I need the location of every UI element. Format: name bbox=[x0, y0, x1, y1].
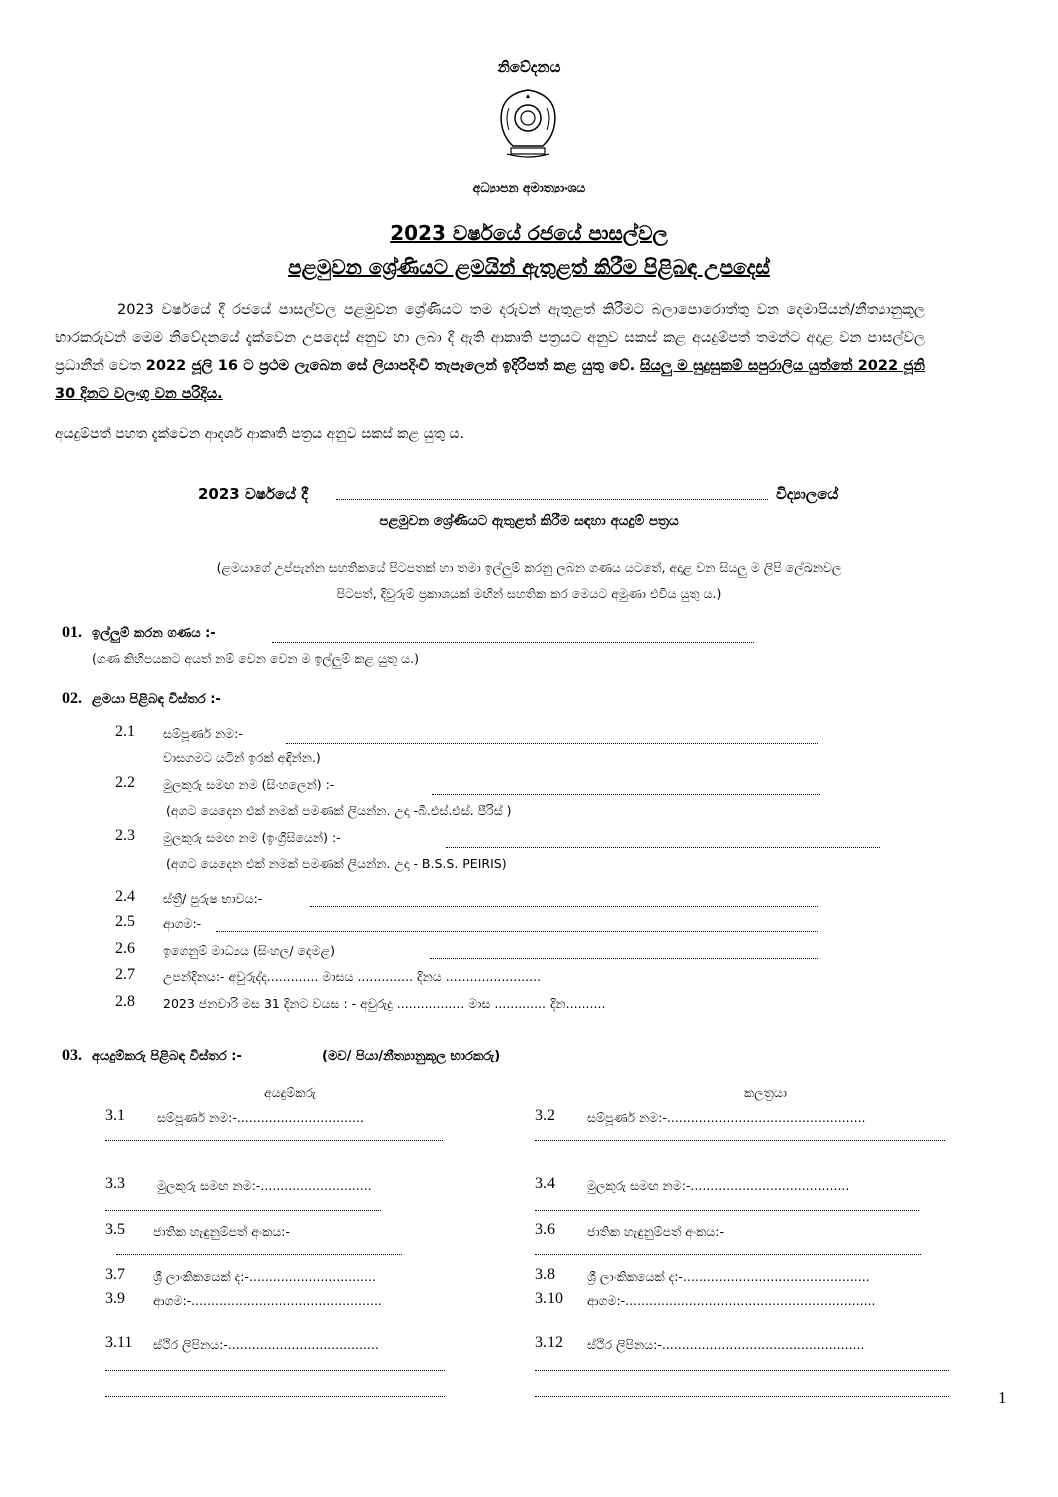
item-2-1-note: වාසගමට යටින් ඉරක් අඳින්න.) bbox=[163, 750, 321, 765]
spouse-initials-name-continuation[interactable] bbox=[535, 1210, 919, 1211]
applicant-nic-label: ජාතික හැඳුනුම්පත් අංකය:- bbox=[153, 1224, 291, 1239]
item-3-5-number: 3.5 bbox=[105, 1221, 125, 1238]
item-2-8-number: 2.8 bbox=[115, 993, 135, 1010]
child-religion-field[interactable] bbox=[216, 931, 818, 932]
section3-label: අයදුම්කරු පිළිබඳ විස්තර :- bbox=[92, 1049, 242, 1064]
intro-validity-note: සියලු ම සුදුසුකම් සපුරාලිය යුත්තේ 2022 ජූනි 30 දිනට වලංගු වන පරිදිය. bbox=[55, 358, 926, 402]
spouse-full-name-field[interactable]: සම්පූර්ණ නම:-.................................................. bbox=[587, 1110, 866, 1125]
item-2-2-number: 2.2 bbox=[115, 774, 135, 791]
applicant-nic-field[interactable] bbox=[116, 1254, 402, 1255]
item-2-7-number: 2.7 bbox=[115, 966, 135, 983]
item-2-6-number: 2.6 bbox=[115, 940, 135, 957]
form-instruction-line2: පිටපත්, දිවුරුම් ප්‍රකාශයක් මඟින් සහතික කර මෙයට අමුණා එවිය යුතු ය.) bbox=[336, 586, 722, 601]
form-heading-line2: පළමුවන ශ්‍රේණියට ඇතුළත් කිරීම සඳහා අයදුම් පත්‍රය bbox=[379, 513, 679, 529]
page-title-line1: 2023 වර්ෂයේ රජයේ පාසල්වල bbox=[390, 221, 668, 245]
item-2-2-label: මුලකුරු සමඟ නම (සිංහලෙන්) :- bbox=[163, 777, 335, 792]
spouse-column-title: කලත්‍රයා bbox=[744, 1085, 787, 1100]
item-2-7-label[interactable]: උපන්දිනය:- අවුරුද්ද............. මාසය .............. දිනය ........................ bbox=[163, 969, 542, 984]
intro-paragraph bbox=[55, 296, 925, 408]
item-2-3-number: 2.3 bbox=[115, 827, 135, 844]
item-2-2-note: (අගට යෙදෙන එක් නමක් පමණක් ලියන්න. උදා -බී.එස්.එස්. පීරිස් ) bbox=[166, 803, 512, 818]
section1-number: 01. bbox=[62, 624, 82, 641]
ministry-name: අධ්‍යාපන අමාත්‍යාංශය bbox=[472, 180, 586, 195]
item-2-5-number: 2.5 bbox=[115, 913, 135, 930]
item-3-3-number: 3.3 bbox=[105, 1175, 125, 1192]
spouse-initials-name-field[interactable]: මුලකුරු සමඟ නම:-........................................ bbox=[587, 1178, 850, 1193]
item-3-1-number: 3.1 bbox=[105, 1107, 125, 1124]
item-3-4-number: 3.4 bbox=[535, 1175, 555, 1192]
applicant-address-line2[interactable] bbox=[105, 1370, 445, 1371]
applicant-address-field[interactable]: ස්ථිර ලිපිනය:-...................................... bbox=[153, 1337, 379, 1352]
medium-of-instruction-field[interactable] bbox=[430, 958, 818, 959]
spouse-religion-field[interactable]: ආගම:-............................................................... bbox=[587, 1293, 876, 1308]
item-2-4-number: 2.4 bbox=[115, 888, 135, 905]
spouse-address-line3[interactable] bbox=[535, 1396, 949, 1397]
intro-deadline: 2022 ජූලි 16 ට ප්‍රථම ලැබෙන සේ ලියාපදිංචි තැපෑලෙන් ඉදිරිපත් කළ යුතු වේ. bbox=[145, 358, 636, 374]
form-heading-year: 2023 වර්ෂයේ දී bbox=[198, 485, 308, 503]
applicant-full-name-continuation[interactable] bbox=[105, 1140, 443, 1141]
child-full-name-field[interactable] bbox=[286, 743, 818, 744]
child-name-sinhala-field[interactable] bbox=[432, 794, 820, 795]
intro-text: 2023 වර්ෂයේ දී රජයේ පාසල්වල පළමුවන ශ්‍රේණියට තම දරුවන් ඇතුළත් කිරීමට බලාපොරොත්තු වන දෙමාපියන්/නීත්‍යානුකූල භාරකරුවන් මෙම නිවේදනයේ දැක්වෙන උපදෙස් අනුව හා ලබා දී ඇති ආකෘති පත්‍රයට අනුව සකස් කළ අයදුම්පත් තමන්ට අදාළ වන පාසල්වල ප්‍රධානීන් වෙත bbox=[55, 302, 925, 374]
page-title-line2: පළමුවන ශ්‍රේණියට ළමයින් ඇතුළත් කිරීම පිළිබඳ උපදෙස් bbox=[288, 255, 770, 279]
spouse-nic-label: ජාතික හැඳුනුම්පත් අංකය:- bbox=[587, 1224, 725, 1239]
notice-heading: නිවේදනය bbox=[497, 58, 561, 76]
spouse-nic-field[interactable] bbox=[535, 1254, 921, 1255]
applicant-address-line3[interactable] bbox=[105, 1396, 445, 1397]
section3-number: 03. bbox=[62, 1047, 82, 1064]
applicant-citizenship-field[interactable]: ශ්‍රී ලාංකිකයෙක් ද:-................................ bbox=[153, 1269, 377, 1284]
form-note: අයදුම්පත් පහත දැක්වෙන ආදර්ශ ආකෘති පත්‍රය අනුව සකස් කළ යුතු ය. bbox=[55, 426, 465, 442]
item-2-1-label: සම්පූර්ණ නම:- bbox=[163, 726, 243, 741]
section1-note: (ගණ කිහිපයකට අයත් නම් වෙන වෙන ම ඉල්ලුම් කළ යුතු ය.) bbox=[92, 651, 419, 666]
spouse-address-field[interactable]: ස්ථිර ලිපිනය:-................................................... bbox=[587, 1337, 865, 1352]
page-number: 1 bbox=[998, 1388, 1007, 1407]
spouse-full-name-continuation[interactable] bbox=[535, 1140, 945, 1141]
item-2-6-label: ඉගෙනුම් මාධ්‍යය (සිංහල/ දෙමළ) bbox=[163, 943, 335, 958]
item-2-3-label: මුලකුරු සමඟ නම (ඉංග්‍රීසියෙන්) :- bbox=[163, 830, 341, 845]
item-2-5-label: ආගම:- bbox=[163, 916, 202, 931]
item-3-8-number: 3.8 bbox=[535, 1266, 555, 1283]
applicant-category-field[interactable] bbox=[272, 642, 754, 643]
item-2-8-label[interactable]: 2023 ජනවාරි මස 31 දිනට වයස : - අවුරුදු ................. මාස ............. දින.......... bbox=[163, 996, 606, 1011]
applicant-initials-name-field[interactable]: මුලකුරු සමඟ නම:-............................ bbox=[157, 1178, 372, 1193]
section1-label: ඉල්ලුම් කරන ගණය :- bbox=[92, 626, 216, 641]
item-2-1-number: 2.1 bbox=[115, 723, 135, 740]
government-emblem bbox=[497, 88, 559, 160]
section2-number: 02. bbox=[62, 690, 82, 707]
spouse-citizenship-field[interactable]: ශ්‍රී ලාංකිකයෙක් ද:-............................................... bbox=[587, 1269, 870, 1284]
item-2-4-label: ස්ත්‍රී/ පුරුෂ භාවය:- bbox=[163, 891, 263, 906]
applicant-full-name-field[interactable]: සම්පූර්ණ නම:-................................ bbox=[157, 1110, 365, 1125]
item-3-9-number: 3.9 bbox=[105, 1290, 125, 1307]
item-3-12-number: 3.12 bbox=[535, 1334, 563, 1351]
section3-note: (මව/ පියා/නීත්‍යානුකූල භාරකරු) bbox=[322, 1049, 501, 1064]
spouse-address-line2[interactable] bbox=[535, 1370, 949, 1371]
child-name-english-field[interactable] bbox=[446, 847, 880, 848]
item-3-2-number: 3.2 bbox=[535, 1107, 555, 1124]
applicant-column-title: අයදුම්කරු bbox=[264, 1085, 316, 1100]
item-3-6-number: 3.6 bbox=[535, 1221, 555, 1238]
section2-label: ළමයා පිළිබඳ විස්තර :- bbox=[92, 692, 221, 707]
item-3-11-number: 3.11 bbox=[105, 1334, 133, 1351]
form-heading-school: විද්‍යාලයේ bbox=[776, 485, 839, 503]
applicant-initials-name-continuation[interactable] bbox=[105, 1210, 381, 1211]
applicant-religion-field[interactable]: ආගම:-................................................ bbox=[153, 1293, 382, 1308]
item-2-3-note: (අගට යෙදෙන එක් නමක් පමණක් ලියන්න. උදා - B.S.S. PEIRIS) bbox=[166, 856, 507, 871]
item-3-7-number: 3.7 bbox=[105, 1266, 125, 1283]
child-gender-field[interactable] bbox=[310, 906, 818, 907]
item-3-10-number: 3.10 bbox=[535, 1290, 563, 1307]
form-instruction-line1: (ළමයාගේ උප්පැන්න සහතිකයේ පිටපතක් හා තමා ඉල්ලුම් කරනු ලබන ගණය යටතේ, අදාළ වන සියලු ම ලිපි ලේඛනවල bbox=[216, 560, 842, 575]
school-name-field[interactable] bbox=[336, 499, 768, 500]
